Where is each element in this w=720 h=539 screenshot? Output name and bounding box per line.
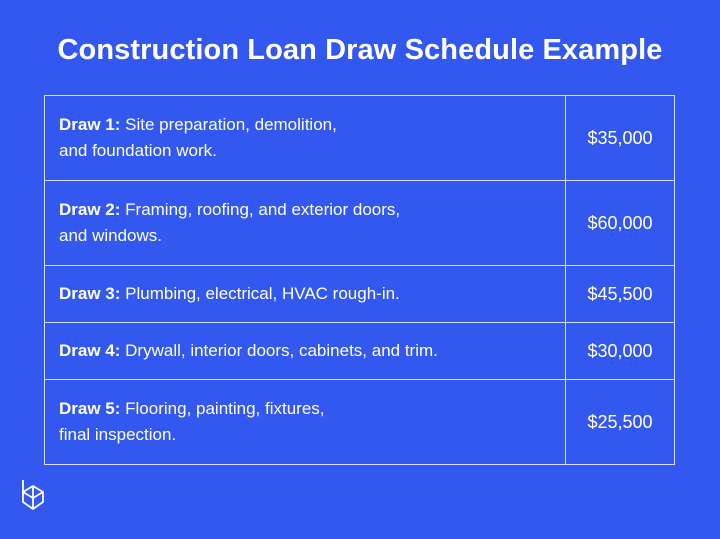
table-row-draw-4 xyxy=(45,323,675,380)
draw-amount: $30,000 xyxy=(566,323,675,380)
draw-description xyxy=(45,181,566,266)
draw-amount: $25,500 xyxy=(566,380,675,465)
draw-description xyxy=(45,380,566,465)
draw-label: Draw 1: xyxy=(59,115,121,134)
draw-label: Draw 5: xyxy=(59,399,121,418)
draw-description xyxy=(45,323,566,380)
page-title: Construction Loan Draw Schedule Example xyxy=(57,34,663,66)
draw-description xyxy=(45,96,566,181)
draw-description-line-1: Framing, roofing, and exterior doors, xyxy=(120,200,401,219)
draw-description-line-2: and foundation work. xyxy=(59,141,217,160)
table-row-draw-3 xyxy=(45,266,675,323)
draw-label: Draw 3: xyxy=(59,284,121,303)
draw-description-line-1: Plumbing, electrical, HVAC rough-in. xyxy=(120,284,400,303)
draw-description-line-2: final inspection. xyxy=(59,425,177,444)
draw-description-line-2: and windows. xyxy=(59,226,163,245)
brand-logo-icon xyxy=(20,478,46,512)
table-row-draw-1 xyxy=(45,96,675,181)
draw-description-line-1: Flooring, painting, fixtures, xyxy=(120,399,325,418)
draw-amount: $45,500 xyxy=(566,266,675,323)
draw-schedule-table xyxy=(44,95,675,465)
draw-label: Draw 2: xyxy=(59,200,121,219)
draw-description-line-1: Drywall, interior doors, cabinets, and trim. xyxy=(120,341,438,360)
draw-amount: $35,000 xyxy=(566,96,675,181)
draw-amount: $60,000 xyxy=(566,181,675,266)
table-row-draw-2 xyxy=(45,181,675,266)
draw-description xyxy=(45,266,566,323)
draw-label: Draw 4: xyxy=(59,341,121,360)
draw-description-line-1: Site preparation, demolition, xyxy=(120,115,337,134)
table-row-draw-5 xyxy=(45,380,675,465)
